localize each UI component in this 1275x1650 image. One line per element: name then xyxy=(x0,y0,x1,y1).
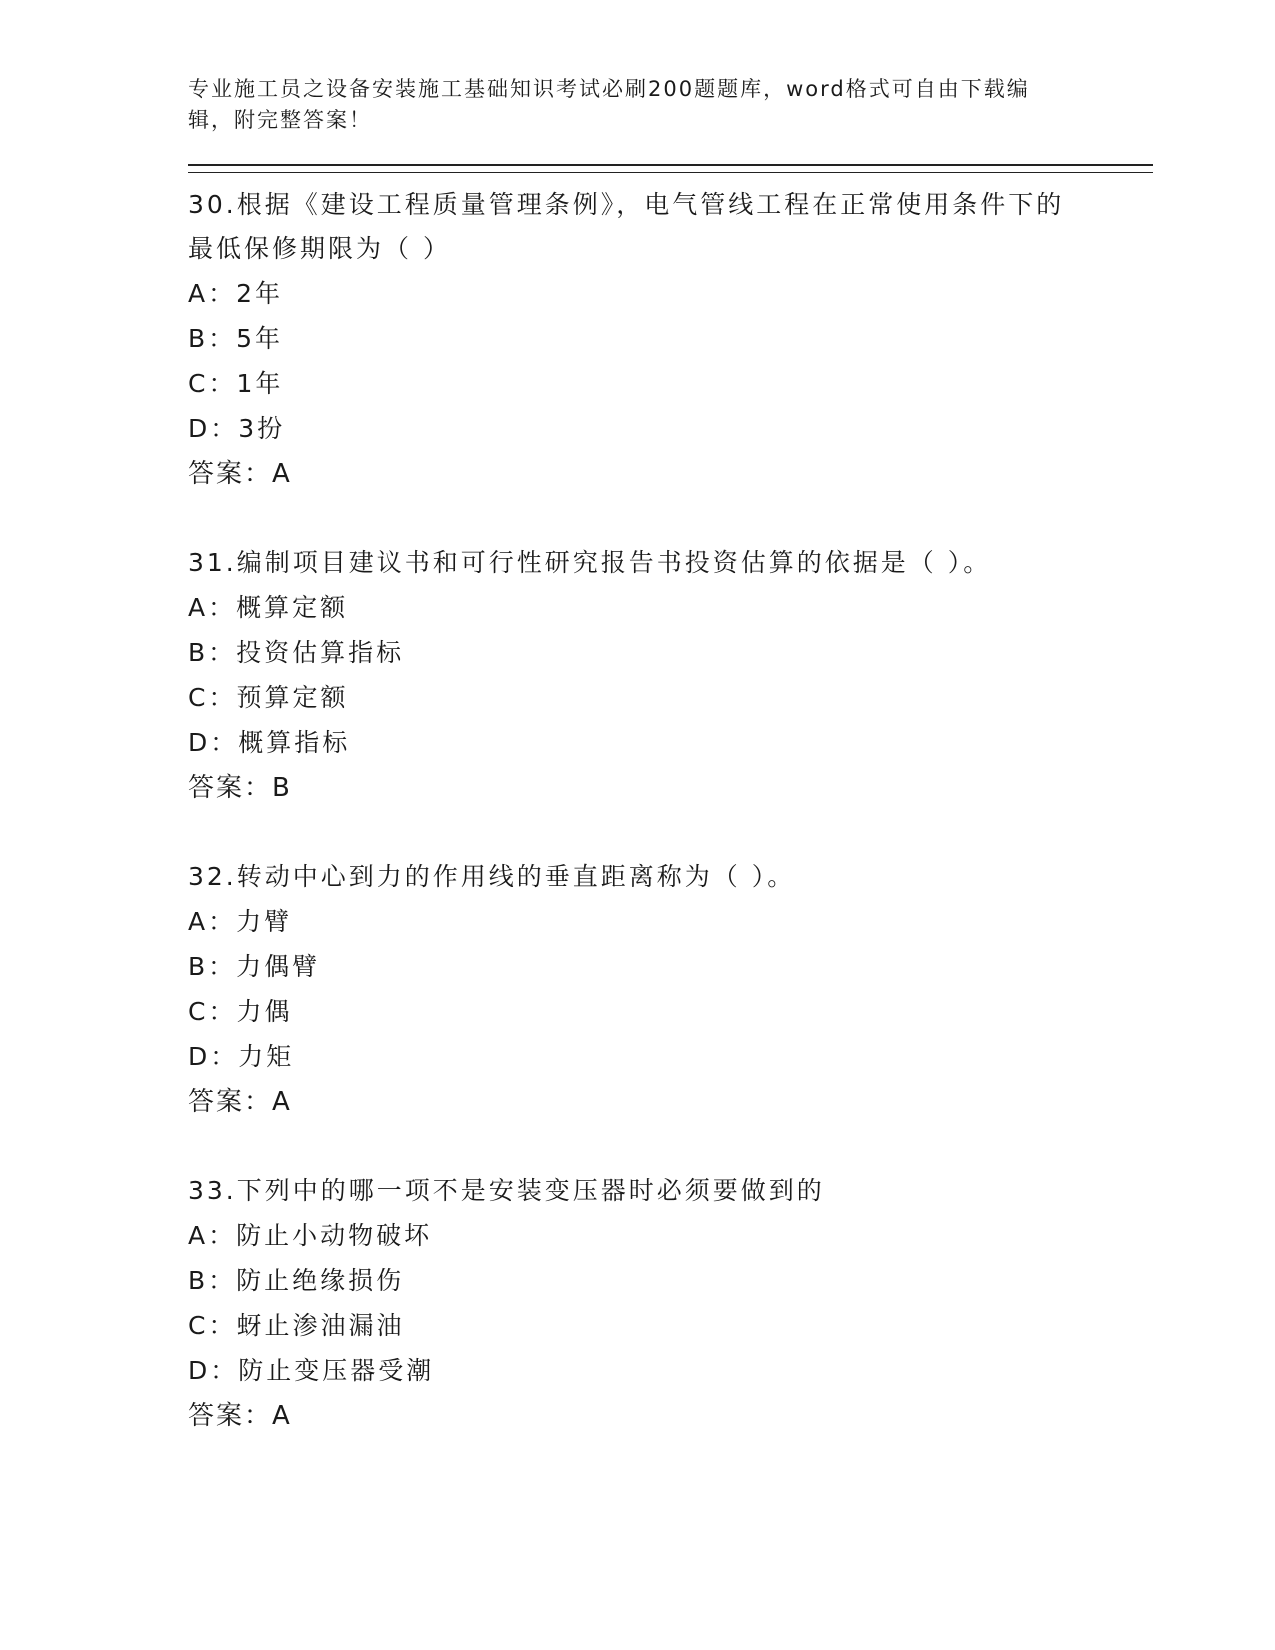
question-30 xyxy=(188,183,1153,497)
question-stem: 32.转动中心到力的作用线的垂直距离称为（ ）。 xyxy=(188,862,796,891)
option-b: B：投资估算指标 xyxy=(188,638,405,667)
answer-line xyxy=(188,765,1153,811)
question-stem: 30.根据《建设工程质量管理条例》，电气管线工程在正常使用条件下的最低保修期限为（ ） xyxy=(188,190,1065,263)
option-d: D：力矩 xyxy=(188,1042,295,1071)
option-a: A：概算定额 xyxy=(188,593,349,622)
answer-value: A xyxy=(272,459,292,489)
option-c: C：蚜止渗油漏油 xyxy=(188,1311,405,1340)
document-page xyxy=(188,74,1153,1483)
option-a: A：力臂 xyxy=(188,907,293,936)
answer-label: 答案： xyxy=(188,1087,273,1117)
option-c: C：1年 xyxy=(188,369,284,398)
answer-label: 答案： xyxy=(188,773,273,803)
answer-line xyxy=(188,1393,1153,1439)
option-c: C：力偶 xyxy=(188,997,293,1026)
option-d: D：防止变压器受潮 xyxy=(188,1356,435,1385)
question-31 xyxy=(188,541,1153,811)
header-divider xyxy=(188,164,1153,173)
option-d: D：3扮 xyxy=(188,414,286,443)
answer-line xyxy=(188,451,1153,497)
option-a: A：防止小动物破坏 xyxy=(188,1221,433,1250)
option-d: D：概算指标 xyxy=(188,728,351,757)
option-c: C：预算定额 xyxy=(188,683,349,712)
question-stem: 33.下列中的哪一项不是安装变压器时必须要做到的 xyxy=(188,1176,825,1205)
answer-value: A xyxy=(272,1401,292,1431)
answer-value: A xyxy=(272,1087,292,1117)
option-a: A：2年 xyxy=(188,279,284,308)
document-header: 专业施工员之设备安装施工基础知识考试必刷200题题库，word格式可自由下载编辑，附完整答案！ xyxy=(188,77,1030,132)
answer-label: 答案： xyxy=(188,1401,273,1431)
answer-label: 答案： xyxy=(188,459,273,489)
question-32 xyxy=(188,855,1153,1125)
answer-value: B xyxy=(272,773,292,803)
option-b: B：防止绝缘损伤 xyxy=(188,1266,405,1295)
question-stem: 31.编制项目建议书和可行性研究报告书投资估算的依据是（ ）。 xyxy=(188,548,992,577)
answer-line xyxy=(188,1079,1153,1125)
option-b: B：力偶臂 xyxy=(188,952,321,981)
question-33 xyxy=(188,1169,1153,1439)
option-b: B：5年 xyxy=(188,324,284,353)
